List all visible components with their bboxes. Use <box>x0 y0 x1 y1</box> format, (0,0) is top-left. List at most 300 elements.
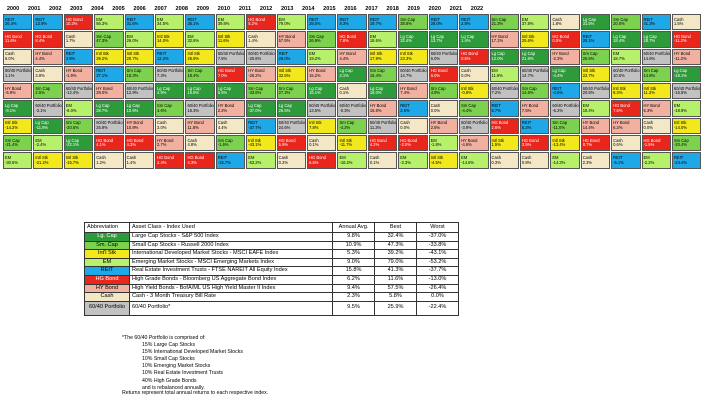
footnote-intro: *The 60/40 Portfolio is comprised of: <box>122 335 206 341</box>
quilt-cell-value: -5.1% <box>613 159 624 165</box>
quilt-cell-label: Sm Cap <box>278 85 294 91</box>
year-column <box>490 14 519 169</box>
quilt-cell-value: 56.3% <box>96 21 108 27</box>
quilt-cell-value: -24.4% <box>673 159 687 165</box>
quilt-cell <box>246 31 275 47</box>
quilt-cell-value: 13.9% <box>35 21 48 27</box>
quilt-cell-value: -14.0% <box>673 124 687 130</box>
quilt-cell-label: HY Bond <box>430 120 447 126</box>
quilt-cell-value: -43.1% <box>248 142 262 148</box>
quilt-cell-value: -1.8% <box>430 142 442 148</box>
quilt-cell <box>672 152 701 168</box>
quilt-cell-label: EM <box>217 16 224 22</box>
quilt-cell-value: 17.1% <box>491 38 504 44</box>
quilt-cell <box>611 66 640 82</box>
quilt-cell-label: Cash <box>491 154 502 160</box>
legend-annual-avg: 10.9% <box>333 241 375 250</box>
quilt-cell <box>94 152 123 168</box>
quilt-cell-value: -20.8% <box>248 55 262 61</box>
quilt-cell-label: Intl Stk <box>187 51 200 57</box>
quilt-cell <box>64 83 93 99</box>
quilt-cell <box>520 49 549 65</box>
legend-best: 25.9% <box>375 301 417 315</box>
quilt-cell <box>459 31 488 47</box>
quilt-cell-label: REIT <box>65 51 76 57</box>
quilt-cell <box>64 49 93 65</box>
quilt-cell <box>429 49 458 65</box>
quilt-cell-value: 18.7% <box>613 55 625 61</box>
quilt-cell-value: -4.4% <box>461 107 472 113</box>
year-column <box>246 14 275 169</box>
quilt-cell-label: Intl Stk <box>369 51 383 57</box>
quilt-cell-value: -2.2% <box>643 159 655 165</box>
quilt-cell-label: Sm Cap <box>339 120 355 126</box>
quilt-cell-label: 60/40 Portfolio <box>187 103 214 109</box>
legend-worst: -13.0% <box>417 275 459 284</box>
quilt-cell-value: 47.3% <box>96 38 108 44</box>
quilt-cell <box>459 66 488 82</box>
year-header: 2019 <box>407 6 420 12</box>
quilt-cell-label: HG Bond <box>187 154 205 160</box>
quilt-cell <box>277 31 306 47</box>
legend-header-row <box>85 223 459 233</box>
quilt-cell <box>185 49 214 65</box>
quilt-cell-label: Cash <box>582 154 593 160</box>
quilt-cell <box>307 100 336 116</box>
quilt-cell-label: 60/40 Portfolio <box>369 120 397 126</box>
legend-abbreviation: HG Bond <box>85 275 130 284</box>
quilt-cell-label: REIT <box>278 51 288 57</box>
legend-annual-avg: 9.5% <box>333 301 375 315</box>
quilt-cell <box>33 31 62 47</box>
quilt-cell <box>185 118 214 134</box>
legend-description: High Yield Bonds - BofA/ML US High Yield Master II Index <box>130 284 333 293</box>
quilt-cell-label: Lg Cap <box>35 120 49 126</box>
quilt-cell-value: -20.5% <box>65 124 79 130</box>
quilt-cell <box>64 118 93 134</box>
quilt-cell-value: 41.3% <box>643 21 656 27</box>
quilt-cell-value: -18.2% <box>339 159 353 165</box>
quilt-cell <box>307 135 336 151</box>
quilt-cell <box>3 66 32 82</box>
quilt-cell-value: 28.0% <box>430 21 443 27</box>
year-header: 2012 <box>259 6 273 12</box>
quilt-cell-label: Sm Cap <box>430 85 446 91</box>
quilt-cell <box>216 118 245 134</box>
quilt-cell <box>64 31 93 47</box>
quilt-cell-value: 28.1% <box>582 38 595 44</box>
quilt-cell-label: Intl Stk <box>643 85 657 91</box>
quilt-cell-value: 15.2% <box>309 73 321 79</box>
quilt-cell-value: 10.9% <box>126 124 139 130</box>
header-best: Best <box>375 223 417 233</box>
quilt-cell-label: Sm Cap <box>521 85 537 91</box>
quilt-cell-label: REIT <box>613 154 623 160</box>
quilt-cell <box>672 118 701 134</box>
quilt-cell <box>185 135 214 151</box>
quilt-cell <box>490 100 519 116</box>
quilt-cell <box>642 14 671 30</box>
footnote-item: 15% International Developed Market Stocks <box>142 349 243 356</box>
quilt-cell <box>368 31 397 47</box>
quilt-cell-value: 18.4% <box>187 73 200 79</box>
quilt-cell <box>94 118 123 134</box>
quilt-cell-label: HY Bond <box>65 68 83 74</box>
legend-description: Emerging Market Stocks - MSCI Emerging Markets Index <box>130 258 333 267</box>
quilt-cell <box>490 31 519 47</box>
year-column <box>337 14 366 169</box>
quilt-cell-label: Intl Stk <box>5 120 18 126</box>
quilt-cell <box>3 14 32 30</box>
quilt-cell <box>216 83 245 99</box>
year-header: 2021 <box>449 6 463 12</box>
quilt-cell-label: EM <box>461 154 468 160</box>
quilt-cell-label: Intl Stk <box>491 137 505 143</box>
quilt-cell-label: EM <box>65 103 72 109</box>
quilt-cell-value: 12.2% <box>157 55 169 61</box>
quilt-cell-label: Lg Cap <box>5 103 19 109</box>
quilt-cell-label: Intl Stk <box>309 120 322 126</box>
quilt-cell-value: 17.9% <box>369 55 382 61</box>
quilt-cell <box>185 83 214 99</box>
quilt-cell-value: -13.4% <box>552 142 566 148</box>
quilt-cell-label: EM <box>278 16 285 22</box>
year-column <box>642 14 671 169</box>
year-header: 2005 <box>112 6 125 12</box>
quilt-cell-label: REIT <box>187 16 197 22</box>
quilt-cell-label: Intl Stk <box>400 51 413 57</box>
quilt-cell-value: 28.0% <box>278 55 291 61</box>
quilt-cell-label: Intl Stk <box>552 137 565 143</box>
quilt-cell-value: 8.3% <box>339 21 349 27</box>
year-column <box>520 14 549 169</box>
quilt-cell-value: 4.4% <box>339 55 349 61</box>
quilt-cell-value: 0.3% <box>491 159 501 165</box>
quilt-cell-label: 60/40 Portfolio <box>126 85 154 91</box>
quilt-cell-value: 3.0% <box>157 124 167 130</box>
quilt-cell-value: -6.0% <box>65 107 77 113</box>
quilt-cell-value: 10.9% <box>126 107 139 113</box>
quilt-cell-value: 2.8% <box>461 21 471 27</box>
year-header: 2011 <box>238 6 252 12</box>
quilt-cell-label: Sm Cap <box>217 137 233 143</box>
quilt-cell-label: EM <box>157 16 164 22</box>
quilt-cell <box>398 135 427 151</box>
quilt-cell-value: -22.1% <box>65 142 79 148</box>
quilt-cell <box>520 31 549 47</box>
quilt-cell <box>520 152 549 168</box>
quilt-cell-value: -21.4% <box>5 142 18 148</box>
legend-row <box>85 241 459 250</box>
quilt-cell-value: -1.5% <box>643 142 655 148</box>
quilt-cell <box>581 152 610 168</box>
quilt-cell <box>277 152 306 168</box>
quilt-cell <box>429 66 458 82</box>
quilt-cell-value: 79.0% <box>278 21 291 27</box>
quilt-cell-label: Lg Cap <box>126 103 140 109</box>
quilt-cell-label: Intl Stk <box>430 154 444 160</box>
quilt-cell-label: REIT <box>5 16 15 22</box>
quilt-cell-value: 21.3% <box>491 21 504 27</box>
quilt-cell <box>33 66 62 82</box>
quilt-cell-value: 4.1% <box>96 142 106 148</box>
quilt-cell <box>611 152 640 168</box>
quilt-cell-value: -18.1% <box>673 73 687 79</box>
quilt-cell-label: Intl Stk <box>673 120 687 126</box>
year-column <box>94 14 123 169</box>
quilt-cell-label: Lg Cap <box>369 85 384 91</box>
year-column <box>307 14 336 169</box>
legend-abbreviation: Cash <box>85 293 130 302</box>
quilt-cell-label: 60/40 Portfolio <box>309 103 336 109</box>
quilt-cell-label: Cash <box>613 137 623 143</box>
quilt-cell <box>185 14 214 30</box>
legend-row <box>85 250 459 259</box>
quilt-cell-label: Cash <box>400 120 410 126</box>
year-header: 2018 <box>386 6 399 12</box>
quilt-cell <box>185 152 214 168</box>
quilt-cell-label: 60/40 Portfolio <box>5 68 32 74</box>
quilt-cell-value: 13.5% <box>309 107 321 113</box>
quilt-cell <box>550 66 579 82</box>
quilt-cell-value: 0.0% <box>461 73 471 79</box>
quilt-cell-value: 20.0% <box>613 21 625 27</box>
quilt-cell-label: HG Bond <box>400 137 418 143</box>
quilt-cell <box>246 152 275 168</box>
quilt-cell <box>672 14 701 30</box>
quilt-cell-value: 7.0% <box>217 73 228 79</box>
quilt-cell-value: 0.0% <box>552 38 562 44</box>
quilt-cell <box>398 83 427 99</box>
quilt-cell-value: 0.0% <box>430 107 441 113</box>
quilt-cell-label: HY Bond <box>35 51 52 57</box>
quilt-cell <box>246 14 275 30</box>
legend-worst: -22.4% <box>417 301 459 315</box>
quilt-cell-label: HY Bond <box>552 51 569 57</box>
year-column <box>185 14 214 169</box>
year-column <box>368 14 397 169</box>
quilt-cell-label: 60/40 Portfolio <box>582 85 610 91</box>
quilt-cell-label: Cash <box>369 154 380 160</box>
quilt-cell <box>307 83 336 99</box>
year-column <box>672 14 701 169</box>
quilt-cell-label: REIT <box>673 154 684 160</box>
quilt-cell-value: 24.6% <box>278 124 291 130</box>
quilt-cell-label: Lg Cap <box>521 51 536 57</box>
quilt-cell-label: REIT <box>96 68 106 74</box>
quilt-cell-label: HY Bond <box>187 120 204 126</box>
quilt-cell-label: REIT <box>248 120 258 126</box>
year-column <box>155 14 184 169</box>
legend-best: 47.3% <box>375 241 417 250</box>
quilt-cell-value: 39.8% <box>217 21 230 27</box>
year-header: 2007 <box>154 6 167 12</box>
legend-worst: -37.0% <box>417 233 459 242</box>
quilt-cell-value: 18.6% <box>369 38 382 44</box>
header-annual-avg: Annual Avg. <box>333 223 375 233</box>
quilt-cell <box>246 49 275 65</box>
quilt-cell-value: -15.7% <box>217 159 231 165</box>
quilt-cell-label: EM <box>613 51 620 57</box>
quilt-cell <box>642 135 671 151</box>
quilt-cell <box>490 49 519 65</box>
year-column <box>581 14 610 169</box>
quilt-cell-value: 11.6% <box>491 73 503 79</box>
quilt-cell-label: 60/40 Portfolio <box>400 68 427 74</box>
year-column <box>459 14 488 169</box>
quilt-cell <box>581 31 610 47</box>
legend-best: 57.5% <box>375 284 417 293</box>
quilt-cell-value: 8.4% <box>35 38 45 44</box>
quilt-cell-value: 14.0% <box>157 38 169 44</box>
quilt-cell-value: 14.6% <box>521 90 534 96</box>
quilt-cell-label: EM <box>369 33 377 39</box>
legend-abbreviation: Int'l Stk <box>85 250 130 259</box>
quilt-cell-label: REIT <box>35 16 45 22</box>
quilt-cell <box>337 14 366 30</box>
quilt-cell-label: 60/40 Portfolio <box>157 68 184 74</box>
quilt-cell <box>125 83 154 99</box>
quilt-cell <box>33 14 62 30</box>
quilt-cell-label: HY Bond <box>217 103 235 109</box>
quilt-cell-label: Intl Stk <box>35 154 48 160</box>
quilt-cell-label: HG Bond <box>278 137 296 143</box>
quilt-cell <box>155 14 184 30</box>
quilt-cell-label: EM <box>521 16 529 22</box>
year-header: 2017 <box>365 6 378 12</box>
legend-annual-avg: 9.8% <box>333 233 375 242</box>
quilt-cell-value: 12.0% <box>491 55 504 61</box>
quilt-cell-value: 11.6% <box>217 38 230 44</box>
quilt-cell-value: 7.8% <box>309 124 319 130</box>
quilt-cell <box>277 49 306 65</box>
quilt-cell-value: -14.6% <box>461 159 475 165</box>
quilt-cell-label: HY Bond <box>613 120 630 126</box>
quilt-cell-value: 22.7% <box>582 73 595 79</box>
quilt-cell <box>368 135 397 151</box>
legend-row <box>85 301 459 315</box>
quilt-cell-value: 1.8% <box>552 21 562 27</box>
quilt-cell-label: Lg Cap <box>552 68 566 74</box>
header-abbreviation: Abbreviation <box>85 223 130 233</box>
quilt-cell-value: 8.3% <box>613 90 623 96</box>
quilt-cell <box>277 66 306 82</box>
quilt-cell-value: 7.3% <box>157 73 167 79</box>
quilt-cell-label: Cash <box>309 137 319 143</box>
quilt-cell-label: Sm Cap <box>491 16 507 22</box>
legend-worst: -37.7% <box>417 267 459 276</box>
quilt-cell-label: REIT <box>339 16 349 22</box>
quilt-cell-label: HG Bond <box>217 68 235 74</box>
quilt-cell-label: Sm Cap <box>673 137 689 143</box>
quilt-cell-value: 11.8% <box>187 124 199 130</box>
quilt-cell <box>64 66 93 82</box>
quilt-cell <box>520 66 549 82</box>
year-header: 2006 <box>133 6 146 12</box>
quilt-cell-value: 0.8% <box>521 159 532 165</box>
quilt-cell-value: 19.2% <box>309 55 321 61</box>
quilt-cell-label: Sm Cap <box>613 16 628 22</box>
quilt-cell <box>337 31 366 47</box>
quilt-cell <box>550 14 579 30</box>
quilt-cell <box>642 49 671 65</box>
quilt-cell-value: 7.5% <box>521 107 532 113</box>
quilt-cell-value: 15.3% <box>187 107 200 113</box>
quilt-cell-label: Sm Cap <box>248 85 264 91</box>
quilt-cell-label: HY Bond <box>491 33 508 39</box>
quilt-cell-label: Lg Cap <box>613 33 627 39</box>
quilt-cell-label: Lg Cap <box>248 103 262 109</box>
legend-description: 60/40 Portfolio* <box>130 301 333 315</box>
quilt-cell-value: -11.9% <box>35 124 49 130</box>
quilt-cell-label: Sm Cap <box>643 68 659 74</box>
quilt-cell-label: REIT <box>582 33 593 39</box>
quilt-cell <box>398 49 427 65</box>
quilt-cell <box>550 100 579 116</box>
quilt-cell-label: HG Bond <box>673 33 691 39</box>
quilt-cell-label: HY Bond <box>309 68 326 74</box>
quilt-cell-value: 18.4% <box>582 107 595 113</box>
quilt-cell <box>33 152 62 168</box>
quilt-cell-label: Lg Cap <box>400 33 414 39</box>
quilt-cell-label: Lg Cap <box>217 85 232 91</box>
quilt-cell-value: -21.2% <box>35 159 49 165</box>
legend-description: Large Cap Stocks - S&P 500 Index <box>130 233 333 242</box>
quilt-cell <box>642 31 671 47</box>
quilt-cell <box>550 152 579 168</box>
quilt-cell-value: 12.9% <box>126 90 139 96</box>
footnote-item: 10% Small Cap Stocks <box>142 356 195 363</box>
quilt-cell-value: -37.7% <box>248 124 262 130</box>
quilt-cell <box>611 83 640 99</box>
legend-abbreviation: REIT <box>85 267 130 276</box>
quilt-cell <box>277 135 306 151</box>
quilt-cell-value: -12.4% <box>65 90 79 96</box>
quilt-cell-label: REIT <box>521 120 532 126</box>
quilt-cell <box>611 135 640 151</box>
quilt-cell-value: -9.1% <box>5 107 16 113</box>
year-header: 2008 <box>175 6 188 12</box>
quilt-cell-value: 32.4% <box>400 38 412 44</box>
quilt-cell <box>216 100 245 116</box>
quilt-cell <box>581 83 610 99</box>
quilt-cell-label: Lg Cap <box>673 68 688 74</box>
quilt-cell-value: 11.3% <box>369 124 382 130</box>
quilt-cell-label: Sm Cap <box>157 103 172 109</box>
quilt-cell-value: -4.6% <box>552 90 564 96</box>
quilt-cell-value: 15.1% <box>309 90 321 96</box>
quilt-cell-value: 15.8% <box>187 90 200 96</box>
quilt-cell <box>216 49 245 65</box>
quilt-cell-value: 4.4% <box>35 55 45 61</box>
quilt-cell <box>155 83 184 99</box>
quilt-cell <box>368 152 397 168</box>
quilt-cell-label: 60/40 Portfolio <box>673 85 701 91</box>
quilt-cell <box>246 118 275 134</box>
quilt-cell-value: -37.0% <box>248 107 262 113</box>
quilt-cell-value: 57.5% <box>278 38 291 44</box>
quilt-cell-label: HG Bond <box>248 16 266 22</box>
legend-worst: 0.0% <box>417 293 459 302</box>
quilt-cell <box>581 66 610 82</box>
quilt-cell-value: 6.5% <box>309 159 319 165</box>
quilt-cell-value: 10.6% <box>613 73 625 79</box>
quilt-cell-value: 1.1% <box>5 73 15 79</box>
quilt-cell-label: Lg Cap <box>461 33 475 39</box>
quilt-cell <box>246 135 275 151</box>
quilt-cell <box>185 31 214 47</box>
quilt-cell-label: REIT <box>552 85 562 91</box>
